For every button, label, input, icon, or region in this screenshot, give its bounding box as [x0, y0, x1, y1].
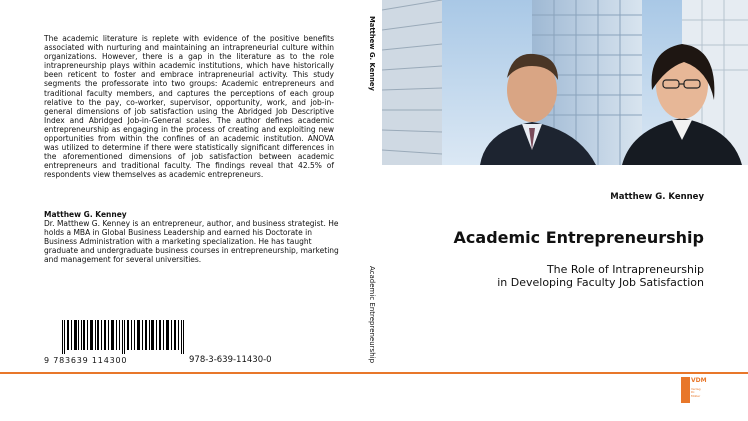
publisher-logo-subtext: Verlag Dr. Müller: [691, 387, 701, 398]
publisher-logo-text: VDM: [691, 377, 707, 384]
barcode-digits: 9 783639 114300: [44, 356, 128, 365]
front-cover-title: Academic Entrepreneurship: [453, 228, 704, 247]
back-cover-author-heading: Matthew G. Kenney: [44, 210, 127, 219]
publisher-logo: [681, 377, 707, 403]
spine-author: Matthew G. Kenney: [368, 16, 376, 91]
bottom-band: [0, 372, 748, 421]
cover-photo-business-people: [382, 0, 748, 165]
glass-building-left: [382, 0, 442, 165]
front-cover-author: Matthew G. Kenney: [610, 192, 704, 202]
front-cover-subtitle-line1: The Role of Intrapreneurship: [546, 263, 704, 276]
barcode-area: [44, 320, 314, 368]
back-cover-author-bio: Dr. Matthew G. Kenney is an entrepreneur, author, and business strategist. He holds a MBA in Global Business Leadership and earned his Doctorate in Business Administration with a marketing specialization. He has taught graduate and undergraduate business courses in entrepreneurship, marketing and management for several universities.: [44, 219, 339, 265]
spine-title: Academic Entrepreneurship: [368, 266, 376, 364]
front-cover-subtitle-line2: in Developing Faculty Job Satisfaction: [497, 276, 704, 289]
publisher-logo-mark: [681, 377, 690, 403]
back-cover-abstract: The academic literature is replete with evidence of the positive benefits associated with nurturing and maintaining an intrapreneurial culture within organizations. However, there is a gap in the literature as to the role intrapreneurship plays within academic institutions, which have historically been reticent to foster and embrace intrapreneurial activity. This study segments the professorate into two groups: Academic entrepreneurs and traditional faculty members, and captures the perceptions of each group relative to the pay, co-worker, supervisor, opportunity, work, and job-in-general dimensions of job satisfaction using the Abridged Job Descriptive Index and Abridged Job-in-General scales. The author defines academic entrepreneurship as engaging in the process of creating and exploiting new opportunities from within the confines of an academic institution. ANOVA was utilized to determine if there were statistically significant differences in the aforementioned dimensions of job satisfaction between academic entrepreneurs and traditional faculty. The findings reveal that 42.5% of respondents view themselves as academic entrepreneurs.: [44, 34, 334, 180]
barcode-icon: [62, 320, 186, 354]
isbn-number: 978-3-639-11430-0: [189, 355, 272, 365]
